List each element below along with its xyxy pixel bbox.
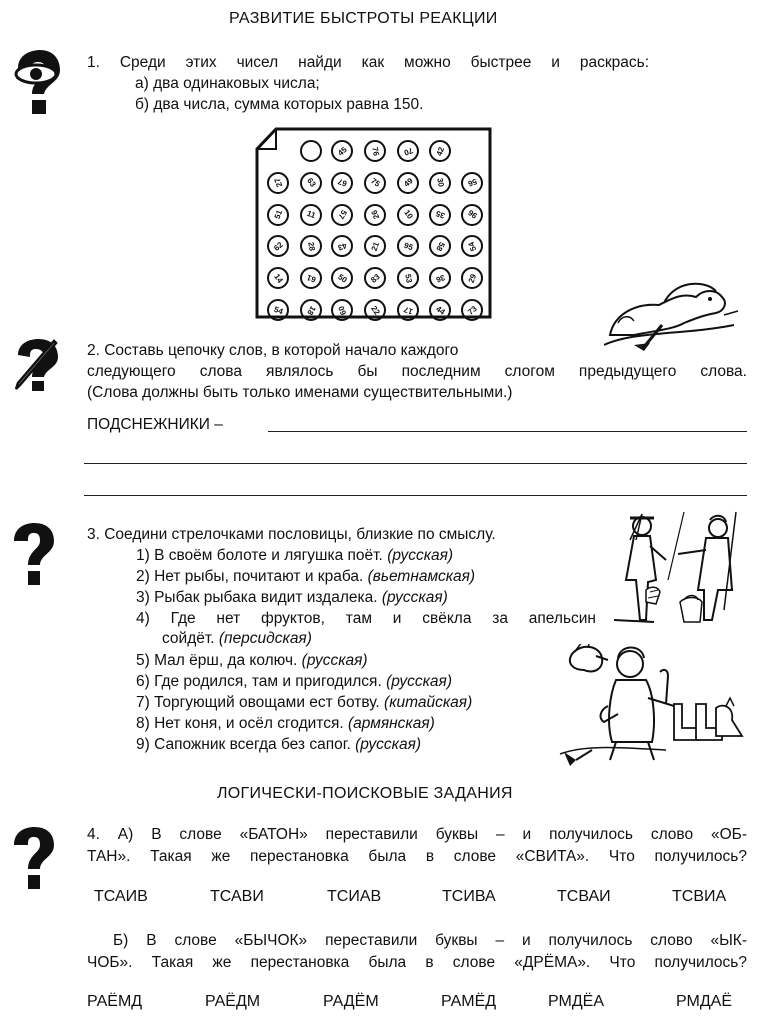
proverb-item[interactable] <box>136 545 453 566</box>
proverb-origin: (китайская) <box>384 694 473 711</box>
number-circle[interactable] <box>331 299 353 321</box>
number-value: 54 <box>466 240 478 253</box>
number-value: 49 <box>401 176 415 190</box>
task2-start-word: ПОДСНЕЖНИКИ – <box>87 416 223 433</box>
number-circle[interactable] <box>331 267 353 289</box>
number-circle[interactable] <box>397 299 419 321</box>
answer-option[interactable]: ТСАВИ <box>210 888 264 905</box>
number-circle[interactable] <box>364 204 386 226</box>
number-circle[interactable] <box>331 140 353 162</box>
number-value: 30 <box>434 177 446 188</box>
answer-option[interactable]: РМДАЁ <box>676 993 733 1010</box>
task4b-line2: ЧОБ». Такая же перестановка была в слове «ДРЁМА». Что получилось? <box>87 954 747 971</box>
number-value: 61 <box>305 272 317 284</box>
section-title-speed: РАЗВИТИЕ БЫСТРОТЫ РЕАКЦИИ <box>229 10 498 27</box>
number-value: 50 <box>335 271 349 285</box>
proverb-item[interactable] <box>136 734 421 755</box>
number-value: 96 <box>465 208 479 221</box>
proverb-text: 1) В своём болоте и лягушка поёт. <box>136 547 383 564</box>
answer-option[interactable]: ТСИАВ <box>327 888 382 905</box>
question-mark-icon <box>12 523 56 596</box>
number-circle[interactable] <box>300 204 322 226</box>
proverb-origin: (русская) <box>301 652 368 669</box>
proverb-item[interactable] <box>136 608 596 629</box>
number-value: 27 <box>272 177 284 189</box>
number-circle[interactable] <box>300 172 322 194</box>
proverb-text: 9) Сапожник всегда без сапог. <box>136 736 351 753</box>
answer-line-3[interactable] <box>84 495 747 496</box>
proverb-origin: (русская) <box>387 547 454 564</box>
proverb-text: 6) Где родился, там и пригодился. <box>136 673 382 690</box>
proverb-text: 4) Где нет фруктов, там и свёкла за апельсин <box>136 610 596 627</box>
task2-line1: 2. Составь цепочку слов, в которой начало каждого <box>87 342 459 359</box>
proverb-item[interactable] <box>136 566 475 587</box>
number-value: 63 <box>304 176 318 190</box>
answer-option[interactable]: ТСВАИ <box>557 888 611 905</box>
task2-line3: (Слова должны быть только именами существительными.) <box>87 384 513 401</box>
number-value: 35 <box>434 208 446 221</box>
number-value: 73 <box>465 303 479 317</box>
task4a-line2: ТАН». Такая же перестановка была в слове «СВИТА». Что получилось? <box>87 848 747 865</box>
number-value: 45 <box>335 144 349 158</box>
dog-illustration <box>604 275 744 360</box>
number-circle[interactable] <box>331 172 353 194</box>
number-circle[interactable] <box>364 299 386 321</box>
answer-option[interactable]: ТСВИА <box>672 888 727 905</box>
number-circle[interactable] <box>364 172 386 194</box>
question-mark-icon-graphic <box>12 523 56 585</box>
answer-option[interactable]: РАДЁМ <box>323 993 379 1010</box>
question-eye-icon <box>10 48 62 127</box>
number-value: 75 <box>368 176 382 190</box>
number-value: 62 <box>271 240 285 253</box>
number-circle[interactable] <box>364 267 386 289</box>
number-circle[interactable] <box>364 235 386 257</box>
number-grid <box>254 127 494 319</box>
proverb-origin: (персидская) <box>218 630 312 647</box>
number-value: 57 <box>335 208 349 221</box>
proverb-text: 2) Нет рыбы, почитают и краба. <box>136 568 364 585</box>
number-value: 76 <box>369 145 381 157</box>
number-value: 14 <box>271 271 285 285</box>
task4a-line1: 4. А) В слове «БАТОН» переставили буквы – и получилось слово «ОБ- <box>87 826 747 843</box>
number-value: 18 <box>304 303 318 317</box>
number-value: 22 <box>368 303 382 317</box>
number-value: 29 <box>466 272 478 284</box>
number-value: 95 <box>402 240 414 253</box>
proverb-origin: (русская) <box>355 736 422 753</box>
number-value: 10 <box>401 208 415 221</box>
number-circle[interactable] <box>267 172 289 194</box>
question-pen-icon <box>10 338 60 402</box>
cobbler-illustration <box>556 644 746 779</box>
number-circle[interactable] <box>267 204 289 226</box>
number-circle[interactable] <box>300 140 322 162</box>
number-value: 67 <box>336 177 348 189</box>
dog-digging-graphic <box>604 275 744 355</box>
number-circle[interactable] <box>461 172 483 194</box>
question-mark-icon-2 <box>12 827 56 900</box>
number-value: 43 <box>336 240 348 253</box>
answer-option[interactable]: ТСИВА <box>442 888 496 905</box>
number-value: 51 <box>272 208 284 221</box>
fishermen-graphic <box>606 510 746 634</box>
proverb-text: 3) Рыбак рыбака видит издалека. <box>136 589 378 606</box>
number-circle[interactable] <box>429 267 451 289</box>
number-value: 58 <box>433 240 447 253</box>
question-eye-icon-graphic <box>10 48 62 116</box>
section-title-logic: ЛОГИЧЕСКИ-ПОИСКОВЫЕ ЗАДАНИЯ <box>217 785 513 802</box>
number-circle[interactable] <box>267 299 289 321</box>
number-circle[interactable] <box>397 140 419 162</box>
proverb-text: 7) Торгующий овощами ест ботву. <box>136 694 380 711</box>
proverb-item[interactable] <box>162 628 312 649</box>
number-value: 36 <box>434 272 446 284</box>
number-circle[interactable] <box>397 204 419 226</box>
number-circle[interactable] <box>461 299 483 321</box>
proverb-text: 8) Нет коня, и осёл сгодится. <box>136 715 344 732</box>
number-value: 26 <box>369 208 381 221</box>
number-circle[interactable] <box>429 140 451 162</box>
number-circle[interactable] <box>429 172 451 194</box>
proverb-text: сойдёт. <box>162 630 215 647</box>
number-value: 70 <box>402 145 414 157</box>
number-value: 53 <box>402 273 414 284</box>
number-circle[interactable] <box>461 267 483 289</box>
proverb-item[interactable] <box>136 713 435 734</box>
number-circle[interactable] <box>429 204 451 226</box>
number-circle[interactable] <box>300 267 322 289</box>
task2-line2: следующего слова являлось бы последним слогом предыдущего слова. <box>87 363 747 380</box>
number-circle[interactable] <box>461 235 483 257</box>
number-value: 11 <box>305 208 317 221</box>
fishermen-illustration <box>606 510 746 639</box>
number-circle[interactable] <box>429 235 451 257</box>
proverb-origin: (армянская) <box>347 715 435 732</box>
cobbler-graphic <box>556 644 746 774</box>
number-value: 83 <box>368 271 382 285</box>
number-value: 42 <box>434 145 446 157</box>
number-circle[interactable] <box>267 235 289 257</box>
number-value: 21 <box>369 240 381 253</box>
proverb-item[interactable] <box>136 650 368 671</box>
number-value: 54 <box>272 304 284 316</box>
number-circle[interactable] <box>267 267 289 289</box>
proverb-item[interactable] <box>136 692 472 713</box>
task1-option-b: б) два числа, сумма которых равна 150. <box>135 96 424 113</box>
number-value: 17 <box>402 304 414 316</box>
task3-intro: 3. Соедини стрелочками пословицы, близкие по смыслу. <box>87 526 496 543</box>
proverb-origin: (русская) <box>381 589 448 606</box>
number-value: 44 <box>433 303 447 317</box>
proverb-origin: (вьетнамская) <box>367 568 476 585</box>
proverb-item[interactable] <box>136 587 448 608</box>
question-pen-icon-graphic <box>10 339 60 391</box>
number-circle[interactable] <box>300 235 322 257</box>
number-circle[interactable] <box>331 235 353 257</box>
number-circle[interactable] <box>429 299 451 321</box>
answer-option[interactable]: РМДЁА <box>548 993 605 1010</box>
number-value: 56 <box>466 177 478 189</box>
number-circle[interactable] <box>397 235 419 257</box>
number-circle[interactable] <box>331 204 353 226</box>
question-mark-icon-2-graphic <box>12 827 56 889</box>
number-value: 60 <box>336 304 348 316</box>
proverb-origin: (русская) <box>386 673 452 690</box>
answer-option[interactable]: РАМЁД <box>441 993 497 1010</box>
number-circle[interactable] <box>397 267 419 289</box>
number-circle[interactable] <box>364 140 386 162</box>
task1-option-a: а) два одинаковых числа; <box>135 75 320 92</box>
answer-option[interactable]: РАЁДМ <box>205 993 261 1010</box>
number-circle[interactable] <box>300 299 322 321</box>
task4b-line1: Б) В слове «БЫЧОК» переставили буквы – и получилось слово «ЫК- <box>113 932 747 949</box>
answer-option[interactable]: РАЁМД <box>87 993 143 1010</box>
number-card <box>254 127 494 319</box>
number-circle[interactable] <box>397 172 419 194</box>
proverb-item[interactable] <box>136 671 452 692</box>
number-value: 28 <box>305 241 317 252</box>
proverb-text: 5) Мал ёрш, да колюч. <box>136 652 298 669</box>
task1-text: 1. Среди этих чисел найди как можно быстрее и раскрась: <box>87 54 649 71</box>
answer-line-1[interactable] <box>268 431 747 432</box>
number-circle[interactable] <box>461 204 483 226</box>
answer-line-2[interactable] <box>84 463 747 464</box>
answer-option[interactable]: ТСАИВ <box>94 888 148 905</box>
